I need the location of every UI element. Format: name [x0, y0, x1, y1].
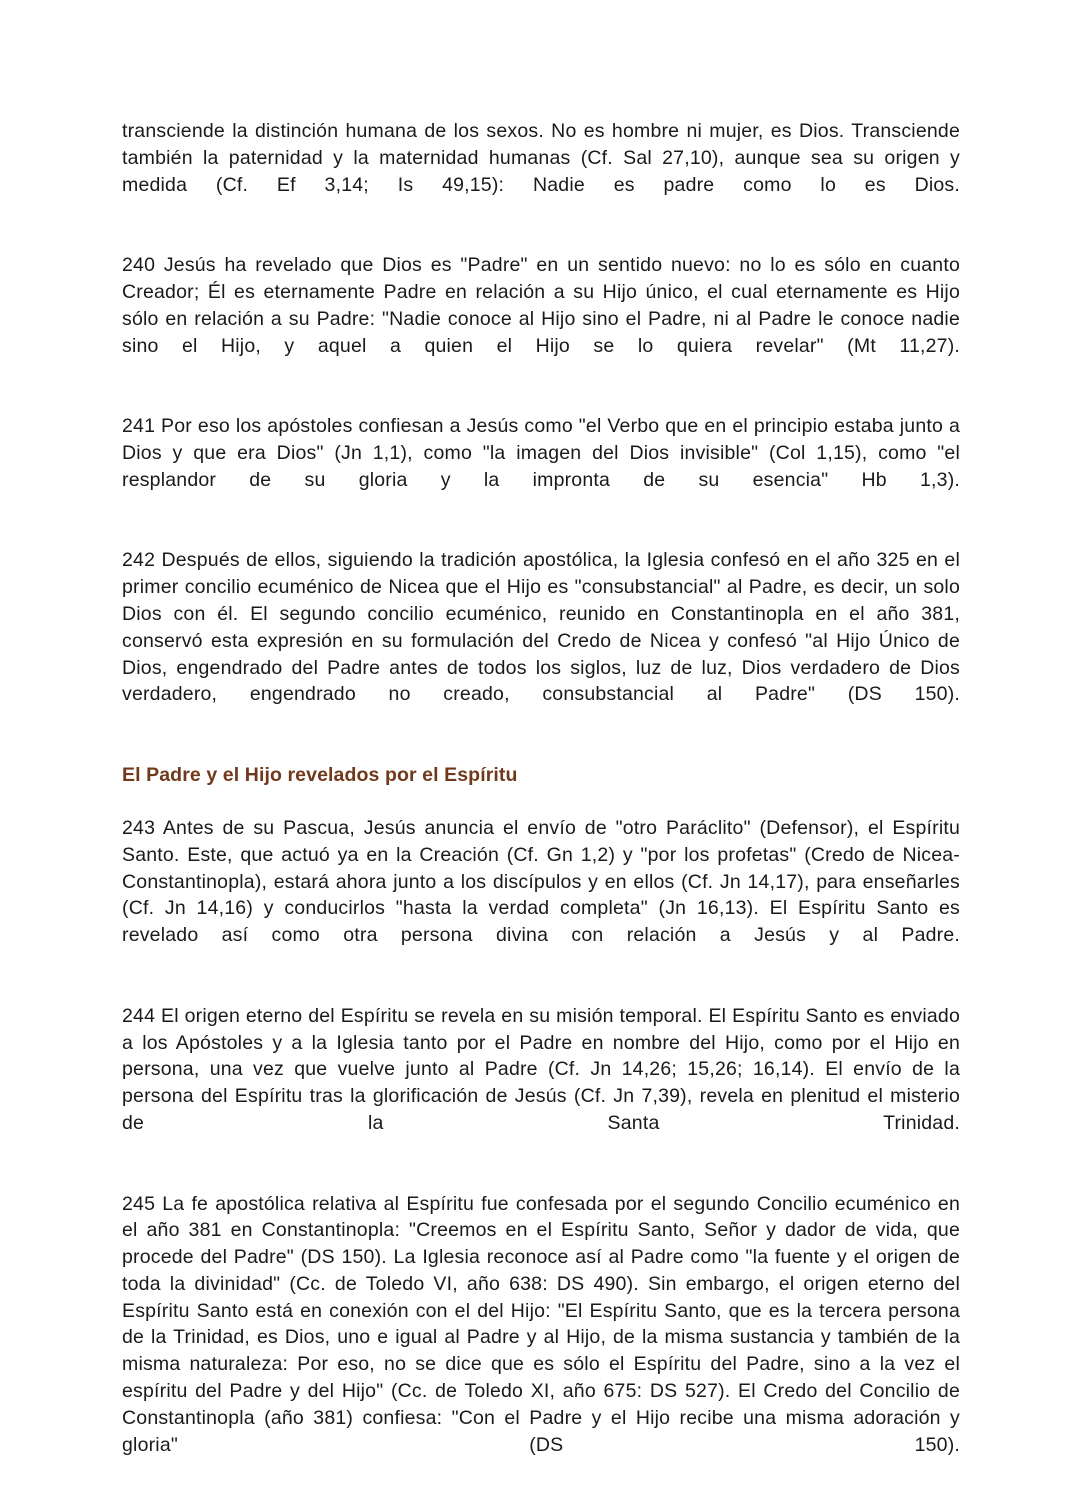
paragraph-241: 241 Por eso los apóstoles confiesan a Jesús como "el Verbo que en el principio estaba junto a Dios y que era Dios" (Jn 1,1), como "la imagen del Dios invisible" (Col 1,15), como "el resplandor de su gloria y la impronta de su esencia" Hb 1,3). [122, 413, 960, 520]
paragraph-245: 245 La fe apostólica relativa al Espíritu fue confesada por el segundo Concilio ecuménico en el año 381 en Constantinopla: "Creemos en el Espíritu Santo, Señor y dador de vida, que procede del Padre" (DS 150). La Iglesia reconoce así al Padre como "la fuente y el origen de toda la divinidad" (Cc. de Toledo VI, año 638: DS 490). Sin embargo, el origen eterno del Espíritu Santo está en conexión con el del Hijo: "El Espíritu Santo, que es la tercera persona de la Trinidad, es Dios, uno e igual al Padre y al Hijo, de la misma sustancia y también de la misma naturaleza: Por eso, no se dice que es sólo el Espíritu del Padre, sino a la vez el espíritu del Padre y del Hijo" (Cc. de Toledo XI, año 675: DS 527). El Credo del Concilio de Constantinopla (año 381) confiesa: "Con el Padre y el Hijo recibe una misma adoración y gloria" (DS 150). [122, 1191, 960, 1485]
paragraph-244: 244 El origen eterno del Espíritu se revela en su misión temporal. El Espíritu Santo es enviado a los Apóstoles y a la Iglesia tanto por el Padre en nombre del Hijo, como por el Hijo en persona, una vez que vuelve junto al Padre (Cf. Jn 14,26; 15,26; 16,14). El envío de la persona del Espíritu tras la glorificación de Jesús (Cf. Jn 7,39), revela en plenitud el misterio de la Santa Trinidad. [122, 1003, 960, 1164]
paragraph-242: 242 Después de ellos, siguiendo la tradición apostólica, la Iglesia confesó en el año 325 en el primer concilio ecuménico de Nicea que el Hijo es "consubstancial" al Padre, es decir, un solo Dios con él. El segundo concilio ecuménico, reunido en Constantinopla en el año 381, conservó esta expresión en su formulación del Credo de Nicea y confesó "al Hijo Único de Dios, engendrado del Padre antes de todos los siglos, luz de luz, Dios verdadero de Dios verdadero, engendrado no creado, consubstancial al Padre" (DS 150). [122, 547, 960, 735]
paragraph-continuation: transciende la distinción humana de los sexos. No es hombre ni mujer, es Dios. Transciende también la paternidad y la maternidad humanas (Cf. Sal 27,10), aunque sea su origen y medida (Cf. Ef 3,14; Is 49,15): Nadie es padre como lo es Dios. [122, 118, 960, 225]
section-heading-espiritu: El Padre y el Hijo revelados por el Espíritu [122, 762, 960, 788]
paragraph-243: 243 Antes de su Pascua, Jesús anuncia el envío de "otro Paráclito" (Defensor), el Espíritu Santo. Este, que actuó ya en la Creación (Cf. Gn 1,2) y "por los profetas" (Credo de Nicea-Constantinopla), estará ahora junto a los discípulos y en ellos (Cf. Jn 14,17), para enseñarles (Cf. Jn 14,16) y conducirlos "hasta la verdad completa" (Jn 16,13). El Espíritu Santo es revelado así como otra persona divina con relación a Jesús y al Padre. [122, 815, 960, 976]
document-text-column [122, 118, 960, 1485]
paragraph-240: 240 Jesús ha revelado que Dios es "Padre" en un sentido nuevo: no lo es sólo en cuanto Creador; Él es eternamente Padre en relación a su Hijo único, el cual eternamente es Hijo sólo en relación a su Padre: "Nadie conoce al Hijo sino el Padre, ni al Padre le conoce nadie sino el Hijo, y aquel a quien el Hijo se lo quiera revelar" (Mt 11,27). [122, 252, 960, 386]
